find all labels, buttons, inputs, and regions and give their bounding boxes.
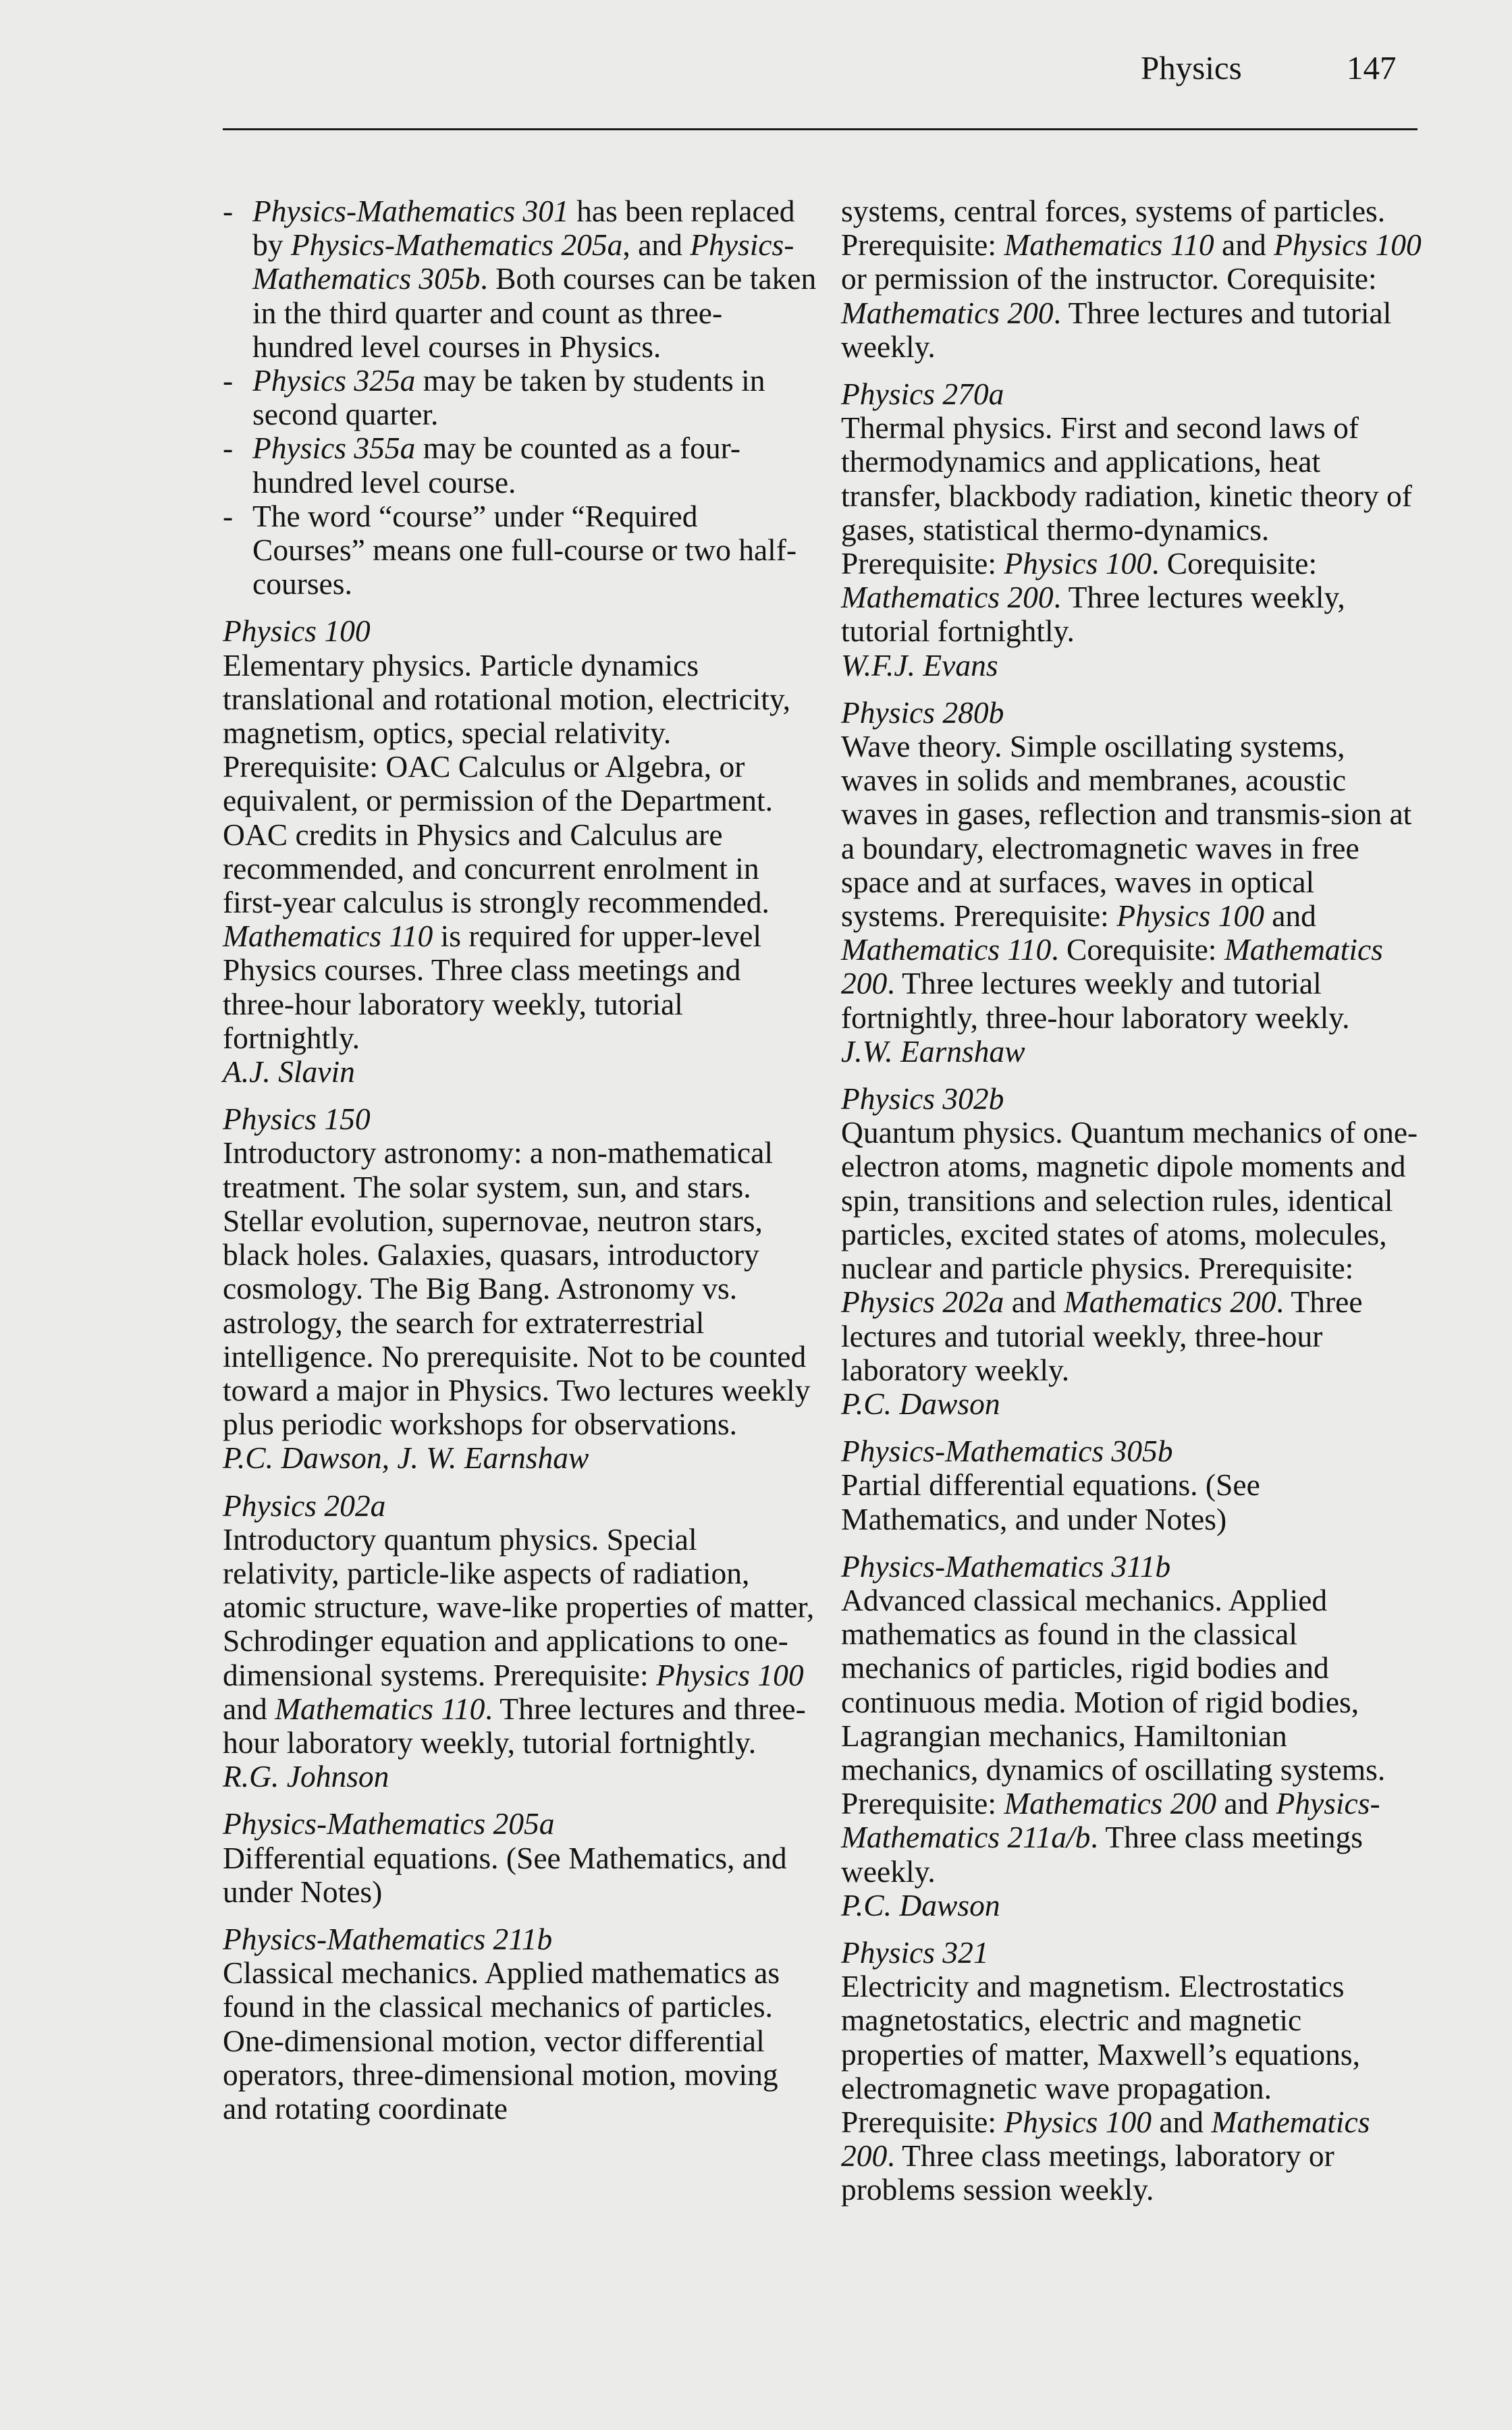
course-entry <box>841 1550 1422 1922</box>
note-text: Physics-Mathematics 301 has been replaced by Physics-Mathematics 205a, and Physics-Mathematics 305b. Both courses can be taken in the third quarter and count as three-hundred level courses in Physics. <box>252 194 817 364</box>
course-description: Elementary physics. Particle dynamics translational and rotational motion, electricity, magnetism, optics, special relativity. Prerequisite: OAC Calculus or Algebra, or equivalent, or permission of the Department. OAC credits in Physics and Calculus are recommended, and concurrent enrolment in first-year calculus is strongly recommended. Mathematics 110 is required for upper-level Physics courses. Three class meetings and three-hour laboratory weekly, tutorial fortnightly. <box>223 647 791 1055</box>
course-description: Electricity and magnetism. Electrostatics magnetostatics, electric and magnetic properties of matter, Maxwell’s equations, electromagnetic wave propagation. Prerequisite: Physics 100 and Mathematics 200. Three class meetings, laboratory or problems session weekly. <box>841 1969 1370 2207</box>
note-bullet: - <box>223 363 234 398</box>
course-title: Physics 280b <box>841 695 1004 730</box>
course-reference: Mathematics 110 <box>223 919 433 954</box>
course-description: Quantum physics. Quantum mechanics of one-electron atoms, magnetic dipole moments and spin, transitions and selection rules, identical particles, excited states of atoms, molecules, nuclear and particle physics. Prerequisite: Physics 202a and Mathematics 200. Three lectures and tutorial weekly, three-hour laboratory weekly. <box>841 1115 1418 1387</box>
note-item <box>223 364 817 431</box>
course-description: Advanced classical mechanics. Applied mathematics as found in the classical mechanics of particles, rigid bodies and continuous media. Motion of rigid bodies, Lagrangian mechanics, Hamiltonian mechanics, dynamics of oscillating systems. Prerequisite: Mathematics 200 and Physics-Mathematics 211a/b. Three class meetings weekly. <box>841 1582 1386 1889</box>
note-item <box>223 431 817 499</box>
note-bullet: - <box>223 194 234 228</box>
header-rule <box>223 128 1418 130</box>
course-instructor: J.W. Earnshaw <box>841 1033 1025 1069</box>
course-description: Introductory quantum physics. Special relativity, particle-like aspects of radiation, atomic structure, wave-like properties of matter, Schrodinger equation and applications to one-dimensional systems. Prerequisite: Physics 100 and Mathematics 110. Three lectures and three-hour laboratory weekly, tutorial fortnightly. <box>223 1521 815 1760</box>
course-entry <box>223 1489 817 1794</box>
course-reference: Physics-Mathematics 205a <box>290 227 623 263</box>
note-bullet: - <box>223 431 234 466</box>
course-title: Physics 321 <box>841 1935 989 1970</box>
course-instructor: R.G. Johnson <box>223 1759 389 1794</box>
course-reference: Physics 100 <box>1004 546 1152 581</box>
right-course-list <box>841 194 1422 2207</box>
course-reference: Mathematics 200 <box>841 932 1383 1001</box>
course-reference: Mathematics 200 <box>841 2104 1370 2174</box>
note-text: The word “course” under “Required Courses” means one full-course or two half-courses. <box>252 498 797 601</box>
right-column <box>841 194 1422 2207</box>
running-head <box>1080 49 1418 96</box>
course-description: Classical mechanics. Applied mathematics as found in the classical mechanics of particles. One-dimensional motion, vector differential operators, three-dimensional motion, moving and rotating coordinate <box>223 1955 780 2126</box>
course-description: Differential equations. (See Mathematics, and under Notes) <box>223 1840 787 1909</box>
course-entry <box>841 194 1422 364</box>
course-description: Thermal physics. First and second laws of thermodynamics and applications, heat transfer, blackbody radiation, kinetic theory of gases, statistical thermo-dynamics. Prerequisite: Physics 100. Corequisite: Mathematics 200. Three lectures weekly, tutorial fortnightly. <box>841 410 1412 649</box>
course-instructor: A.J. Slavin <box>223 1054 355 1089</box>
course-entry <box>841 696 1422 1069</box>
course-reference: Physics-Mathematics 211a/b <box>841 1786 1380 1855</box>
course-entry <box>841 1936 1422 2207</box>
course-reference: Mathematics 110 <box>1004 227 1214 263</box>
left-column <box>223 194 817 2126</box>
course-title: Physics 150 <box>223 1102 371 1137</box>
course-title: Physics-Mathematics 205a <box>223 1806 555 1841</box>
course-reference: Mathematics 200 <box>1004 1786 1217 1821</box>
course-reference: Physics 100 <box>1274 227 1422 263</box>
course-title: Physics-Mathematics 211b <box>223 1921 553 1956</box>
course-reference: Mathematics 200 <box>1063 1285 1276 1320</box>
note-text: Physics 325a may be taken by students in second quarter. <box>252 363 765 432</box>
course-entry <box>841 377 1422 682</box>
running-head-title: Physics <box>1141 49 1242 86</box>
course-description: systems, central forces, systems of particles. Prerequisite: Mathematics 110 and Physics 100 or permission of the instructor. Corequisite: Mathematics 200. Three lectures and tutorial weekly. <box>841 194 1422 364</box>
course-entry <box>223 1807 817 1909</box>
course-entry <box>223 1102 817 1475</box>
course-title: Physics 270a <box>841 377 1004 412</box>
note-bullet: - <box>223 498 234 533</box>
course-reference: Physics 100 <box>655 1657 804 1692</box>
course-reference: Physics 100 <box>1004 2104 1152 2139</box>
course-reference: Physics 202a <box>841 1285 1004 1320</box>
course-reference: Physics-Mathematics 301 <box>252 194 569 228</box>
course-reference: Physics 325a <box>252 363 416 398</box>
note-item <box>223 500 817 601</box>
course-instructor: P.C. Dawson, J. W. Earnshaw <box>223 1440 589 1476</box>
page-number: 147 <box>1347 49 1397 86</box>
course-reference: Physics-Mathematics 305b <box>252 227 794 296</box>
course-reference: Mathematics 110 <box>275 1691 485 1726</box>
course-entry <box>841 1082 1422 1421</box>
course-reference: Physics 355a <box>252 431 416 466</box>
course-instructor: W.F.J. Evans <box>841 647 998 682</box>
course-reference: Mathematics 110 <box>841 932 1052 967</box>
course-title: Physics 100 <box>223 614 371 649</box>
course-title: Physics-Mathematics 311b <box>841 1548 1171 1584</box>
course-title: Physics 302b <box>841 1081 1004 1116</box>
note-text: Physics 355a may be counted as a four-hundred level course. <box>252 431 741 500</box>
course-entry <box>223 614 817 1089</box>
course-title: Physics-Mathematics 305b <box>841 1434 1173 1469</box>
notes-list <box>223 194 817 601</box>
course-description: Introductory astronomy: a non-mathematical treatment. The solar system, sun, and stars. Stellar evolution, supernovae, neutron stars, black holes. Galaxies, quasars, introductory cosmology. The Big Bang. Astronomy vs. astrology, the search for extraterrestrial intelligence. No prerequisite. Not to be counted toward a major in Physics. Two lectures weekly plus periodic workshops for observations. <box>223 1135 811 1442</box>
note-item <box>223 194 817 364</box>
course-title: Physics 202a <box>223 1488 386 1523</box>
course-instructor: P.C. Dawson <box>841 1887 1000 1922</box>
course-entry <box>223 1922 817 2126</box>
course-description: Partial differential equations. (See Mathematics, and under Notes) <box>841 1467 1260 1536</box>
course-reference: Mathematics 200 <box>841 295 1054 330</box>
course-description: Wave theory. Simple oscillating systems, waves in solids and membranes, acoustic waves in gases, reflection and transmis-sion at a boundary, electromagnetic waves in free space and at surfaces, waves in optical systems. Prerequisite: Physics 100 and Mathematics 110. Corequisite: Mathematics 200. Three lectures weekly and tutorial fortnightly, three-hour laboratory weekly. <box>841 729 1412 1035</box>
left-course-list <box>223 614 817 2126</box>
course-instructor: P.C. Dawson <box>841 1386 1000 1421</box>
course-reference: Physics 100 <box>1116 898 1264 934</box>
course-entry <box>841 1434 1422 1536</box>
course-reference: Mathematics 200 <box>841 580 1054 615</box>
